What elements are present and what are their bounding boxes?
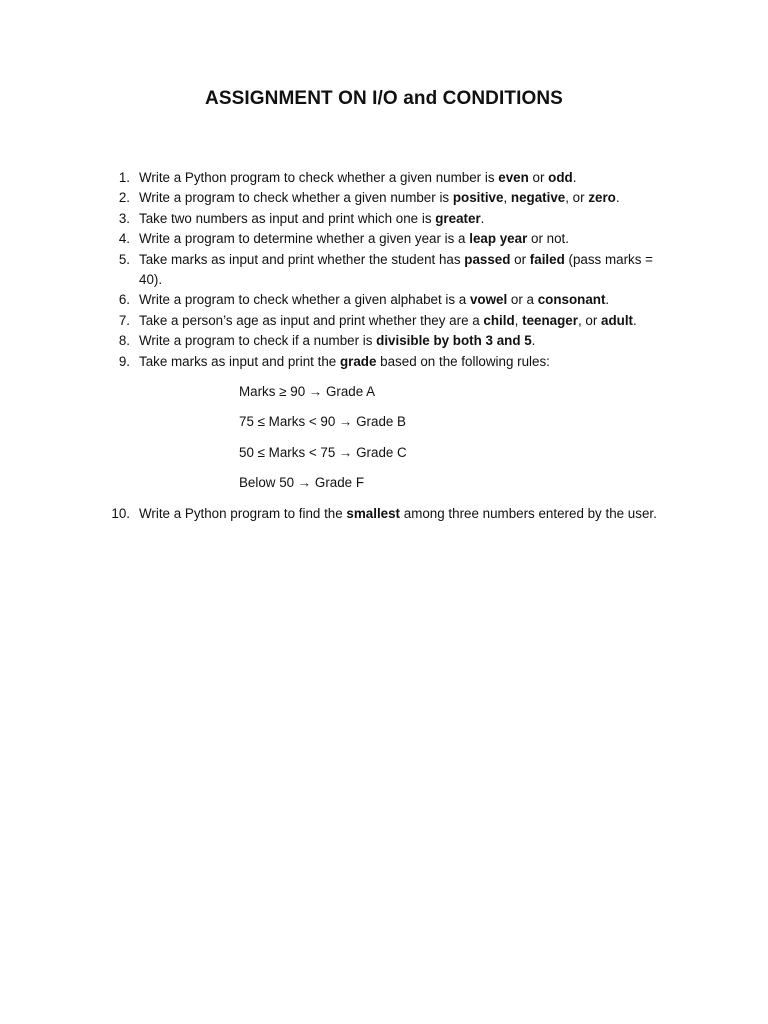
text-run: Write a program to check whether a given alphabet is a [139,292,470,308]
text-run: or [510,251,530,267]
emphasized-term: negative [510,190,566,206]
text-run: . [615,190,620,206]
emphasized-term: child [483,312,515,328]
list-item-number: 3. [118,210,130,226]
list-item [108,209,678,229]
emphasized-term: odd [548,170,573,185]
list-item-text [139,506,657,521]
text-run: Write a Python program to find the [139,505,347,521]
text-run: , [503,190,511,206]
emphasized-term: teenager [522,312,578,328]
list-item-number: 5. [118,251,130,267]
emphasized-term: consonant [537,292,606,308]
text-run: or [528,170,549,185]
text-run: Write a program to determine whether a given year is a [139,231,470,247]
text-run: Write a program to check whether a given number is [139,190,453,206]
list-item [108,229,678,249]
list-item-text [139,190,620,205]
emphasized-term: leap year [469,231,528,247]
text-run: among three numbers entered by the user. [400,505,657,521]
list-item [108,188,678,208]
grade-rule: 75 ≤ Marks < 90 → Grade B [239,414,406,430]
emphasized-term: divisible by both 3 and 5 [376,333,532,349]
list-item-text [139,170,576,185]
text-run: or a [507,292,538,308]
list-item-text [139,211,484,226]
list-item-text [139,252,653,287]
emphasized-term: passed [464,251,511,267]
text-run: , or [577,312,602,328]
emphasized-term: zero [588,190,616,206]
list-item-number: 10. [111,505,130,521]
text-run: . [480,210,485,226]
list-item-number: 8. [118,333,130,349]
emphasized-term: smallest [346,505,401,521]
emphasized-term: vowel [469,292,508,308]
text-run: Write a program to check if a number is [139,333,377,349]
list-item [108,250,678,291]
list-item [108,311,678,331]
emphasized-term: greater [435,210,481,226]
text-run: Write a Python program to check whether a given number is [139,170,499,185]
emphasized-term: adult [601,312,634,328]
text-run: . [633,312,637,328]
list-item-text [139,313,637,328]
text-run: Take marks as input and print the [139,353,340,369]
list-item [108,352,678,494]
list-item [108,290,678,310]
emphasized-term: failed [529,251,565,267]
text-run: , [514,312,523,328]
grade-rule: Marks ≥ 90 → Grade A [239,384,376,400]
list-item [108,331,678,351]
emphasized-term: grade [339,353,377,369]
grade-rules [139,382,678,494]
text-run: Take marks as input and print whether the student has [139,251,465,267]
text-run: , or [565,190,589,206]
list-item [108,504,678,524]
text-run: . [572,170,577,185]
list-item-number: 6. [118,292,130,308]
text-run: (pass marks = 40). [139,251,653,288]
list-item-text [139,231,569,246]
text-run: or not. [527,231,569,247]
emphasized-term: even [498,170,529,185]
assignment-list [108,168,678,524]
grade-rule: Below 50 → Grade F [239,475,365,491]
list-item-text [139,292,609,307]
text-run: Take a person’s age as input and print whether they are a [139,312,484,328]
list-item-number: 1. [118,170,130,185]
list-item-number: 4. [118,231,130,247]
text-run: based on the following rules: [376,353,550,369]
page-title: ASSIGNMENT ON I/O and CONDITIONS [205,88,563,109]
list-item-number: 7. [118,312,130,328]
list-item-number: 2. [118,190,130,206]
grade-rule: 50 ≤ Marks < 75 → Grade C [239,444,407,460]
list-item [108,168,678,188]
emphasized-term: positive [452,190,504,206]
text-run: . [531,333,536,349]
text-run: . [605,292,610,308]
list-item-text [139,354,550,369]
list-item-number: 9. [118,353,130,369]
list-item-text [139,333,535,348]
text-run: Take two numbers as input and print which one is [139,210,436,226]
